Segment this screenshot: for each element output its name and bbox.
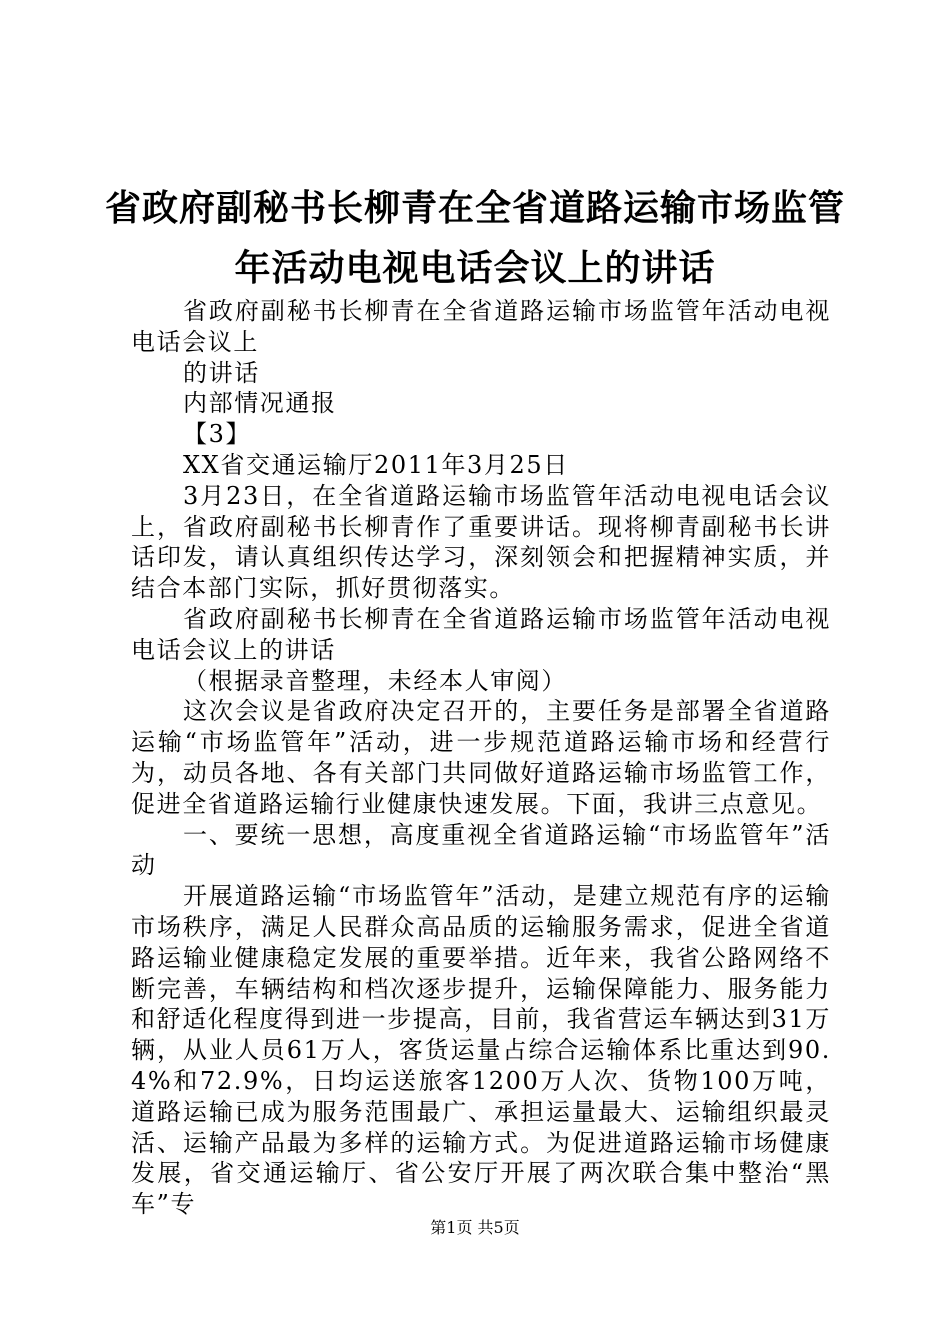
document-title-line-2: 年活动电视电话会议上的讲话 <box>234 247 716 289</box>
document-body <box>131 296 831 1220</box>
paragraph-heading-repeat: 省政府副秘书长柳青在全省道路运输市场监管年活动电视电话会议上 <box>131 297 831 356</box>
paragraph-intro: 3月23日，在全省道路运输市场监管年活动电视电话会议上，省政府副秘书长柳青作了重要讲话。现将柳青副秘书长讲话印发，请认真组织传达学习，深刻领会和把握精神实质，并结合本部门实际，抓好贯彻落实。 <box>131 481 831 603</box>
paragraph-transcript-note: （根据录音整理，未经本人审阅） <box>183 666 567 695</box>
paragraph-issue-number: 【3】 <box>183 420 252 449</box>
paragraph-speech-title: 省政府副秘书长柳青在全省道路运输市场监管年活动电视电话会议上的讲话 <box>131 604 831 664</box>
paragraph-section-heading-1: 一、要统一思想，高度重视全省道路运输“市场监管年”活动 <box>131 820 831 880</box>
paragraph-notice-type: 内部情况通报 <box>183 389 337 418</box>
document-title-line-1: 省政府副秘书长柳青在全省道路运输市场监管 <box>104 187 845 229</box>
paragraph-meeting-purpose: 这次会议是省政府决定召开的，主要任务是部署全省道路运输“市场监管年”活动，进一步规范道路运输市场和经营行为，动员各地、各有关部门共同做好道路运输市场监管工作，促进全省道路运输行业健康快速发展。下面，我讲三点意见。 <box>131 697 831 818</box>
paragraph-issuer-date: XX省交通运输厅2011年3月25日 <box>183 450 569 479</box>
paragraph-section-1-body: 开展道路运输“市场监管年”活动，是建立规范有序的运输市场秩序，满足人民群众高品质的运输服务需求，促进全省道路运输业健康稳定发展的重要举措。近年来，我省公路网络不断完善，车辆结构和档次逐步提升，运输保障能力、服务能力和舒适化程度得到进一步提高，目前，我省营运车辆达到31万辆，从业人员61万人，客货运量占综合运输体系比重达到90.4%和72.9%，日均运送旅客1200万人次、货物100万吨，道路运输已成为服务范围最广、承担运量最大、运输组织最灵活、运输产品最为多样的运输方式。为促进道路运输市场健康发展，省交通运输厅、省公安厅开展了两次联合集中整治“黑车”专 <box>131 882 831 1219</box>
page-footer: 第1页 共5页 <box>430 1218 520 1237</box>
paragraph-heading-tail: 的讲话 <box>183 358 260 387</box>
